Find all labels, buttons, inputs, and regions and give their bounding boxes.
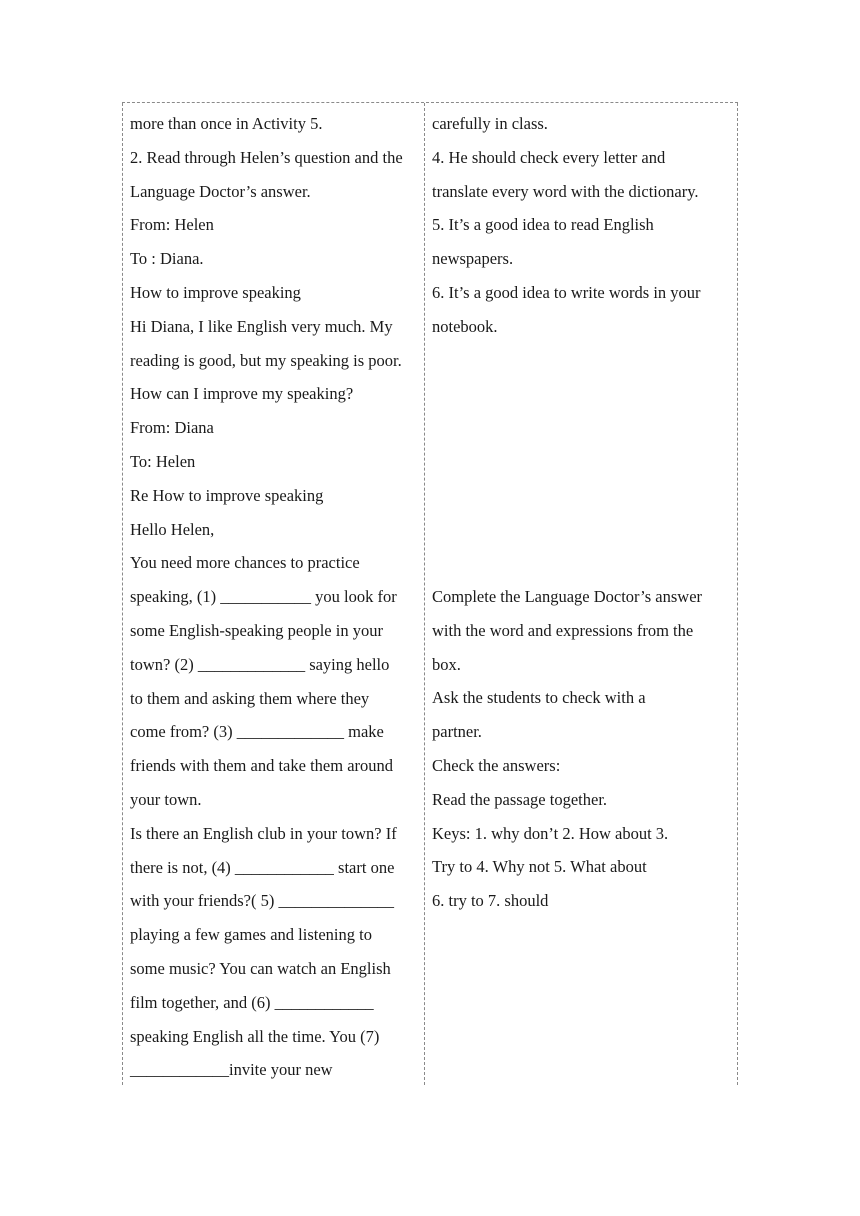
left-column-line: You need more chances to practice [130,553,360,573]
lesson-table [122,102,738,1085]
right-column-bottom-line: with the word and expressions from the [432,620,694,640]
left-column-line: to them and asking them where they [130,688,370,708]
left-column-line: Language Doctor’s answer. [130,181,311,201]
right-column-bottom-line: Try to 4. Why not 5. What about [432,857,647,877]
right-border [737,103,738,1085]
left-column-line: To: Helen [130,451,196,471]
right-column-bottom-line: box. [432,654,461,674]
left-column-line: reading is good, but my speaking is poor. [130,350,402,370]
right-column-top-line: translate every word with the dictionary. [432,181,699,201]
right-column-top-line: carefully in class. [432,114,548,133]
left-column-line: Is there an English club in your town? If [130,823,397,843]
column-divider [424,103,425,1085]
left-column-line: playing a few games and listening to [130,925,372,945]
left-column-line: town? (2) _____________ saying hello [130,654,390,674]
right-column-bottom-text [432,580,732,918]
right-column-top-line: 5. It’s a good idea to read English [432,215,654,235]
left-column-line: friends with them and take them around [130,756,394,776]
right-column-bottom-line: 6. try to 7. should [432,891,549,911]
right-column-bottom-line: Complete the Language Doctor’s answer [432,587,703,606]
right-column-top-line: 4. He should check every letter and [432,147,666,167]
left-column-line: come from? (3) _____________ make [130,722,384,742]
left-column-line: speaking, (1) ___________ you look for [130,587,397,607]
left-column-line: speaking English all the time. You (7) [130,1026,380,1046]
left-column-line: To : Diana. [130,249,204,269]
right-column-bottom-line: Ask the students to check with a [432,688,646,708]
left-column-line: From: Diana [130,418,214,438]
left-column-line: Hello Helen, [130,519,215,539]
left-column-line: Hi Diana, I like English very much. My [130,316,393,336]
left-column-line: with your friends?( 5) ______________ [130,891,394,911]
right-column-bottom-line: Check the answers: [432,755,561,775]
left-border [122,103,123,1085]
left-column-line: How can I improve my speaking? [130,384,354,404]
right-column-bottom-line: Keys: 1. why don’t 2. How about 3. [432,823,669,843]
left-column-line: some English-speaking people in your [130,620,383,640]
left-column-line: ____________invite your new [130,1060,333,1080]
right-column-top-line: 6. It’s a good idea to write words in your [432,282,701,302]
left-column-line: From: Helen [130,215,214,235]
left-column-line: Re How to improve speaking [130,485,324,505]
left-column-line: 2. Read through Helen’s question and the [130,147,403,167]
right-column-top-text [432,107,732,344]
left-column-line: film together, and (6) ____________ [130,992,374,1012]
right-column-top-line: newspapers. [432,249,514,269]
left-column-text [130,107,422,1087]
right-column-bottom-line: partner. [432,722,482,742]
left-column-line: more than once in Activity 5. [130,114,323,133]
right-column-top-line: notebook. [432,316,498,336]
left-column-line: How to improve speaking [130,282,301,302]
left-column-line: your town. [130,789,202,809]
left-column-line: some music? You can watch an English [130,958,391,978]
left-column-line: there is not, (4) ____________ start one [130,857,395,877]
right-column-bottom-line: Read the passage together. [432,789,608,809]
